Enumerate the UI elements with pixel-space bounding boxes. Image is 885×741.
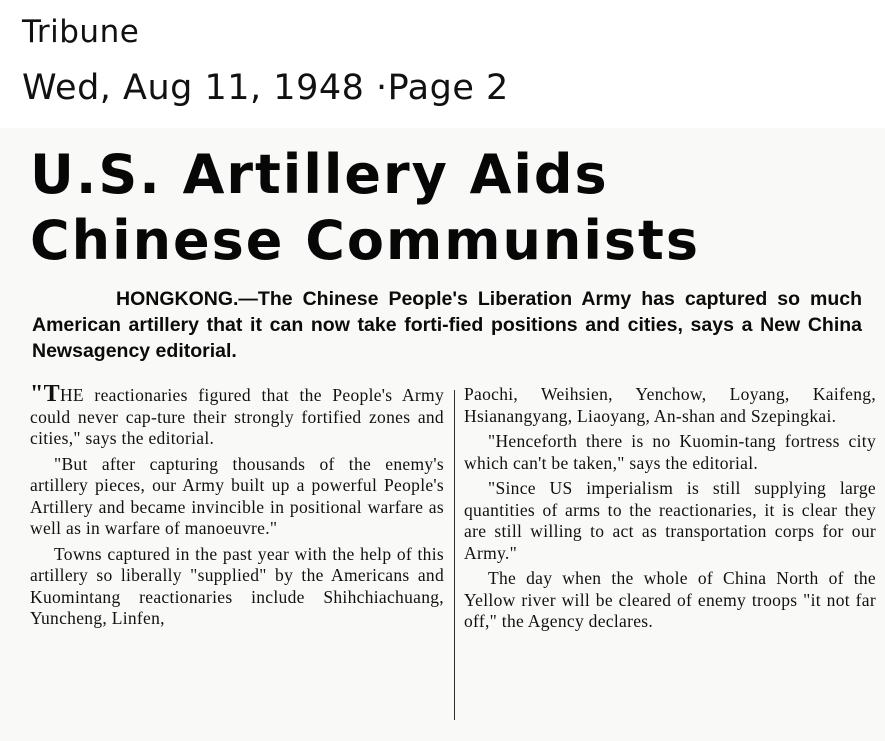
column-divider [454,390,455,720]
lead-paragraph [32,286,862,364]
headline [30,142,860,274]
publication-date-page: Wed, Aug 11, 1948 ·Page 2 [22,68,509,108]
headline-line-2: Chinese Communists [30,209,700,272]
right-column [464,384,876,637]
newspaper-name: Tribune [22,14,140,50]
dateline: HONGKONG.— [116,288,258,310]
lead-text: The Chinese People's Liberation Army has captured so much American artillery that it can now take forti-fied positions and cities, says a New China Newsagency editorial. [32,288,862,362]
newspaper-clipping [0,128,885,741]
source-header [22,12,509,112]
right-paragraph-3: "Since US imperialism is still supplying large quantities of arms to the reactionaries, it is clear they are still willing to act as transportation corps for our Army." [464,478,876,563]
right-paragraph-2: "Henceforth there is no Kuomin-tang fortress city which can't be taken," says the editorial. [464,431,876,473]
left-paragraph-1-text: HE reactionaries figured that the People's Army could never cap-ture their strongly fortified zones and cities," says the editorial. [30,385,444,448]
left-paragraph-3: Towns captured in the past year with the help of this artillery so liberally "supplied" by the Americans and Kuomintang reactionaries include Shihchiachuang, Yuncheng, Linfen, [30,543,444,628]
drop-cap: "T [30,381,60,407]
right-paragraph-1: Paochi, Weihsien, Yenchow, Loyang, Kaifeng, Hsianangyang, Liaoyang, An-shan and Szepingkai. [464,384,876,426]
right-paragraph-4: The day when the whole of China North of the Yellow river will be cleared of enemy troops "it not far off," the Agency declares. [464,568,876,631]
headline-line-1: U.S. Artillery Aids [30,143,609,206]
left-paragraph-2: "But after capturing thousands of the enemy's artillery pieces, our Army built up a powerful People's Artillery and became invincible in positional warfare as well as in warfare of manoeuvre." [30,453,444,538]
left-paragraph-1 [30,381,444,450]
left-column [30,381,444,634]
